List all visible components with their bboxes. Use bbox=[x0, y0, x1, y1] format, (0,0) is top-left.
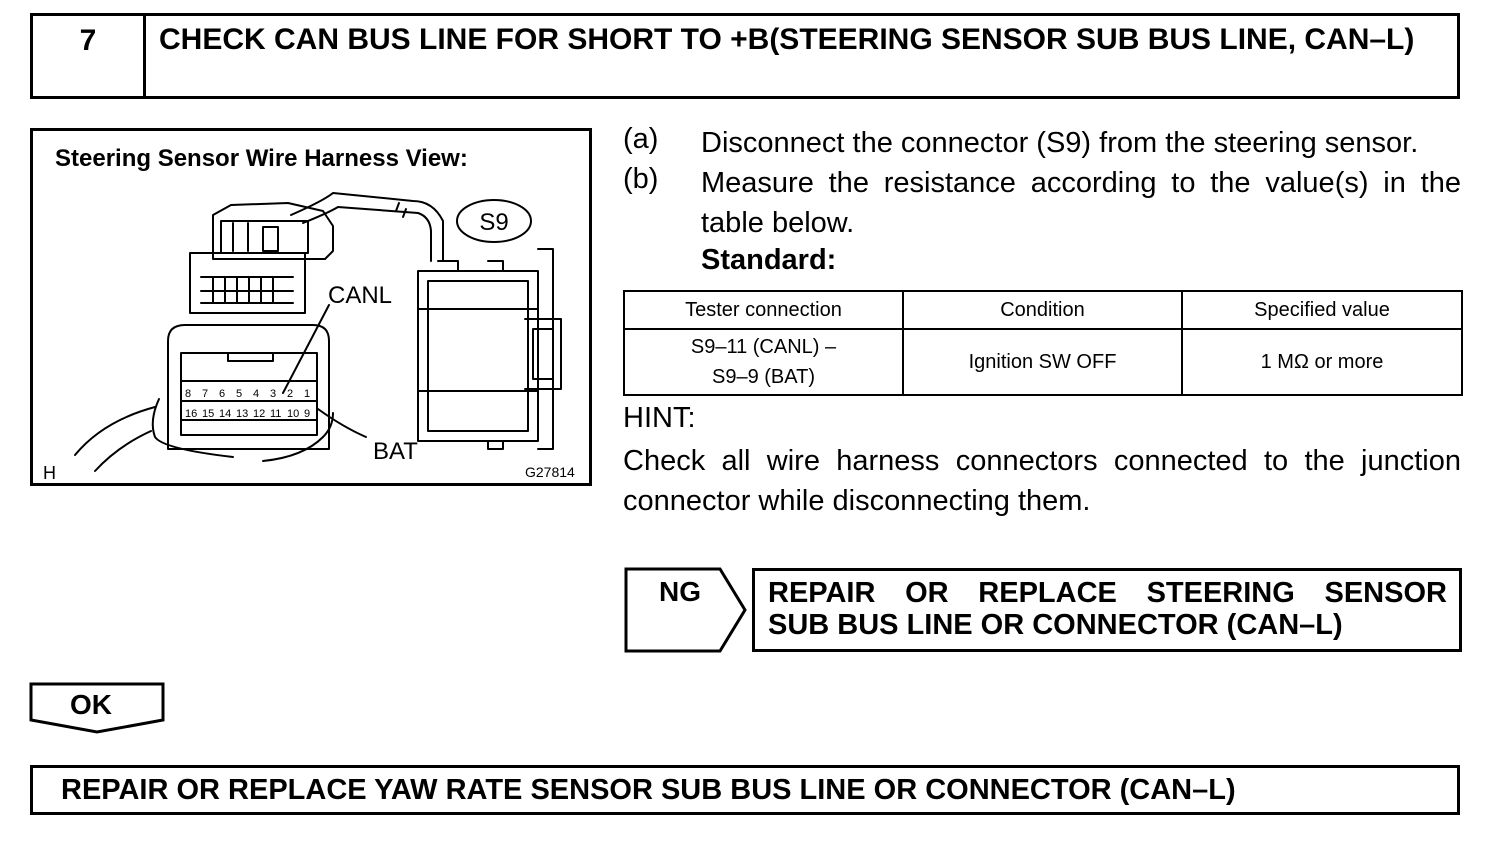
hint-label: HINT: bbox=[623, 402, 696, 434]
pin-number: 6 bbox=[219, 388, 226, 400]
connector-drawing bbox=[33, 131, 589, 483]
harness-illustration bbox=[30, 128, 592, 486]
ng-word: STEERING bbox=[1146, 577, 1295, 609]
pin-number: 5 bbox=[236, 388, 243, 400]
figure-code: G27814 bbox=[525, 464, 575, 480]
step-header bbox=[30, 13, 1460, 99]
ng-label: NG bbox=[659, 576, 701, 607]
ng-result-line-1 bbox=[768, 577, 1447, 609]
instruction-b-text: Measure the resistance according to the value(s) in the table below. bbox=[701, 167, 1461, 239]
pin-number: 13 bbox=[236, 408, 249, 420]
header-condition: Condition bbox=[903, 291, 1182, 329]
ng-word: SENSOR bbox=[1324, 577, 1447, 609]
ng-word: OR bbox=[905, 577, 949, 609]
pin-number: 16 bbox=[185, 408, 198, 420]
step-title: CHECK CAN BUS LINE FOR SHORT TO +B(STEERING SENSOR SUB BUS LINE, CAN–L) bbox=[159, 23, 1415, 56]
pin-number: 9 bbox=[304, 408, 311, 420]
pin-number: 14 bbox=[219, 408, 232, 420]
pin-number: 10 bbox=[287, 408, 300, 420]
connector-id-label: S9 bbox=[479, 209, 509, 236]
cell-tester-connection bbox=[624, 329, 903, 395]
connection-line-1: S9–11 (CANL) – bbox=[690, 336, 837, 358]
corner-letter: H bbox=[43, 463, 56, 483]
table-row bbox=[624, 329, 1462, 395]
pin-number: 7 bbox=[202, 388, 209, 400]
canl-callout: CANL bbox=[328, 282, 393, 309]
pin-number: 3 bbox=[270, 388, 277, 400]
ng-result-box bbox=[752, 568, 1462, 652]
ng-result-line-2: SUB BUS LINE OR CONNECTOR (CAN–L) bbox=[768, 609, 1343, 641]
pin-row-top bbox=[185, 388, 310, 400]
spec-table bbox=[623, 290, 1463, 396]
pin-number: 15 bbox=[202, 408, 215, 420]
header-tester-connection: Tester connection bbox=[624, 291, 903, 329]
ok-label: OK bbox=[70, 689, 112, 720]
header-specified-value: Specified value bbox=[1182, 291, 1462, 329]
pin-number: 11 bbox=[270, 408, 282, 420]
instruction-a-letter: (a) bbox=[623, 123, 659, 155]
cell-condition: Ignition SW OFF bbox=[903, 329, 1182, 395]
pin-number: 8 bbox=[185, 388, 192, 400]
figure-title: Steering Sensor Wire Harness View: bbox=[55, 145, 468, 172]
hint-text: Check all wire harness connectors connected to the junction connector while disconnecting them. bbox=[623, 445, 1461, 517]
ok-result-box: REPAIR OR REPLACE YAW RATE SENSOR SUB BUS LINE OR CONNECTOR (CAN–L) bbox=[30, 765, 1460, 815]
cell-specified-value: 1 MΩ or more bbox=[1182, 329, 1462, 395]
instruction-b-letter: (b) bbox=[623, 163, 659, 195]
pin-row-bottom bbox=[185, 408, 310, 420]
ng-word: REPAIR bbox=[768, 577, 876, 609]
pin-number: 2 bbox=[287, 388, 294, 400]
bat-callout: BAT bbox=[373, 438, 418, 465]
pin-number: 12 bbox=[253, 408, 266, 420]
pin-number: 4 bbox=[253, 388, 260, 400]
connection-line-2: S9–9 (BAT) bbox=[712, 366, 815, 388]
standard-label: Standard: bbox=[701, 244, 837, 276]
ng-word: REPLACE bbox=[978, 577, 1117, 609]
instruction-a-text: Disconnect the connector (S9) from the steering sensor. bbox=[701, 127, 1419, 159]
step-number: 7 bbox=[33, 16, 146, 96]
table-header-row bbox=[624, 291, 1462, 329]
pin-number: 1 bbox=[304, 388, 311, 400]
